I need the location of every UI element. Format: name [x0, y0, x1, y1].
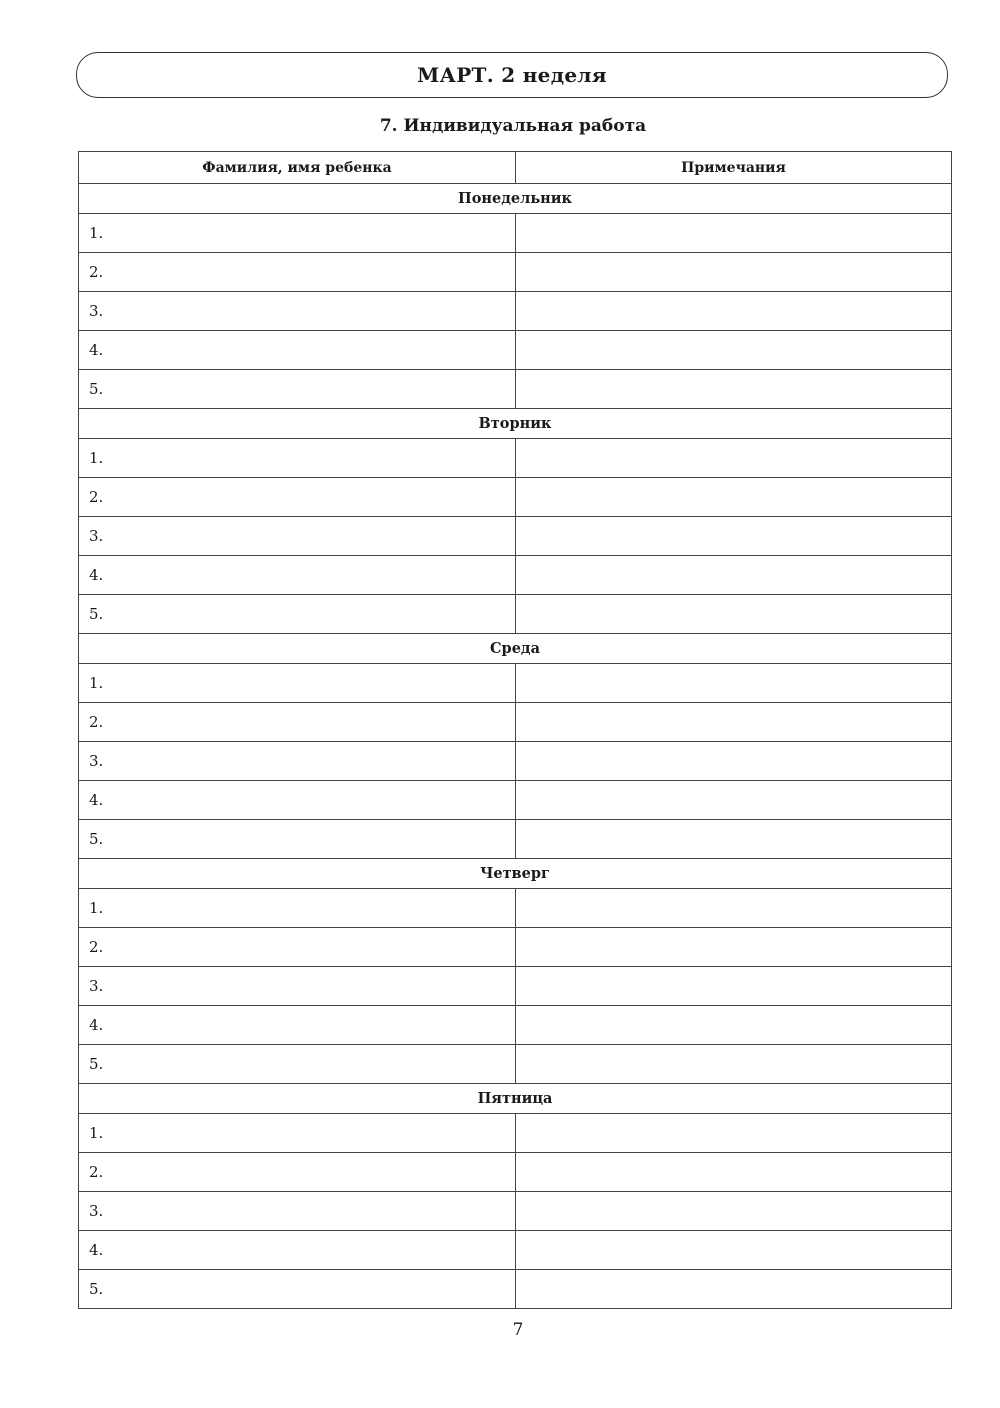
notes-cell — [516, 556, 952, 595]
child-name-cell: 3. — [79, 1192, 516, 1231]
child-name-cell: 1. — [79, 214, 516, 253]
page-title: МАРТ. 2 неделя — [417, 63, 607, 87]
child-name-cell: 3. — [79, 292, 516, 331]
child-name-cell: 5. — [79, 370, 516, 409]
child-name-cell: 4. — [79, 556, 516, 595]
day-row — [79, 859, 952, 889]
child-name-cell: 4. — [79, 331, 516, 370]
child-name-cell: 2. — [79, 703, 516, 742]
table-body — [79, 184, 952, 1309]
table-row — [79, 1006, 952, 1045]
table-row — [79, 370, 952, 409]
table-row — [79, 331, 952, 370]
table-row — [79, 1045, 952, 1084]
table-row — [79, 1153, 952, 1192]
notes-cell — [516, 703, 952, 742]
notes-cell — [516, 1045, 952, 1084]
notes-cell — [516, 1192, 952, 1231]
notes-cell — [516, 370, 952, 409]
child-name-cell: 3. — [79, 742, 516, 781]
notes-cell — [516, 1231, 952, 1270]
table-row — [79, 292, 952, 331]
day-label: Понедельник — [79, 184, 952, 214]
child-name-cell: 5. — [79, 595, 516, 634]
notes-cell — [516, 595, 952, 634]
notes-cell — [516, 1153, 952, 1192]
day-row — [79, 1084, 952, 1114]
child-name-cell: 2. — [79, 1153, 516, 1192]
child-name-cell: 1. — [79, 664, 516, 703]
notes-cell — [516, 664, 952, 703]
table-row — [79, 742, 952, 781]
page-number: 7 — [512, 1320, 524, 1340]
notes-cell — [516, 781, 952, 820]
child-name-cell: 2. — [79, 928, 516, 967]
table-row — [79, 1192, 952, 1231]
notes-cell — [516, 253, 952, 292]
table-row — [79, 703, 952, 742]
notes-cell — [516, 331, 952, 370]
day-label: Четверг — [79, 859, 952, 889]
table-row — [79, 664, 952, 703]
day-row — [79, 184, 952, 214]
day-label: Пятница — [79, 1084, 952, 1114]
notes-cell — [516, 478, 952, 517]
individual-work-table — [78, 151, 952, 1309]
table-row — [79, 820, 952, 859]
notes-cell — [516, 1006, 952, 1045]
notes-cell — [516, 1114, 952, 1153]
table-header-row — [79, 152, 952, 184]
notes-cell — [516, 214, 952, 253]
child-name-cell: 4. — [79, 1231, 516, 1270]
child-name-cell: 5. — [79, 820, 516, 859]
child-name-cell: 1. — [79, 1114, 516, 1153]
table-row — [79, 439, 952, 478]
table-row — [79, 1114, 952, 1153]
table-row — [79, 556, 952, 595]
table-row — [79, 478, 952, 517]
notes-cell — [516, 928, 952, 967]
child-name-cell: 5. — [79, 1045, 516, 1084]
child-name-cell: 4. — [79, 1006, 516, 1045]
table-row — [79, 595, 952, 634]
day-row — [79, 409, 952, 439]
table-row — [79, 1231, 952, 1270]
table-row — [79, 967, 952, 1006]
notes-cell — [516, 742, 952, 781]
child-name-cell: 4. — [79, 781, 516, 820]
table-row — [79, 889, 952, 928]
notes-cell — [516, 820, 952, 859]
notes-cell — [516, 889, 952, 928]
child-name-cell: 1. — [79, 439, 516, 478]
table-row — [79, 1270, 952, 1309]
child-name-cell: 3. — [79, 967, 516, 1006]
page-header-box — [76, 52, 948, 98]
table-row — [79, 928, 952, 967]
table-row — [79, 781, 952, 820]
child-name-cell: 1. — [79, 889, 516, 928]
column-header-name: Фамилия, имя ребенка — [79, 152, 516, 184]
day-label: Вторник — [79, 409, 952, 439]
table-row — [79, 214, 952, 253]
day-label: Среда — [79, 634, 952, 664]
child-name-cell: 2. — [79, 253, 516, 292]
notes-cell — [516, 1270, 952, 1309]
child-name-cell: 2. — [79, 478, 516, 517]
column-header-notes: Примечания — [516, 152, 952, 184]
notes-cell — [516, 292, 952, 331]
notes-cell — [516, 517, 952, 556]
section-title: 7. Индивидуальная работа — [379, 116, 647, 136]
table-row — [79, 253, 952, 292]
table-row — [79, 517, 952, 556]
notes-cell — [516, 439, 952, 478]
notes-cell — [516, 967, 952, 1006]
day-row — [79, 634, 952, 664]
child-name-cell: 3. — [79, 517, 516, 556]
child-name-cell: 5. — [79, 1270, 516, 1309]
